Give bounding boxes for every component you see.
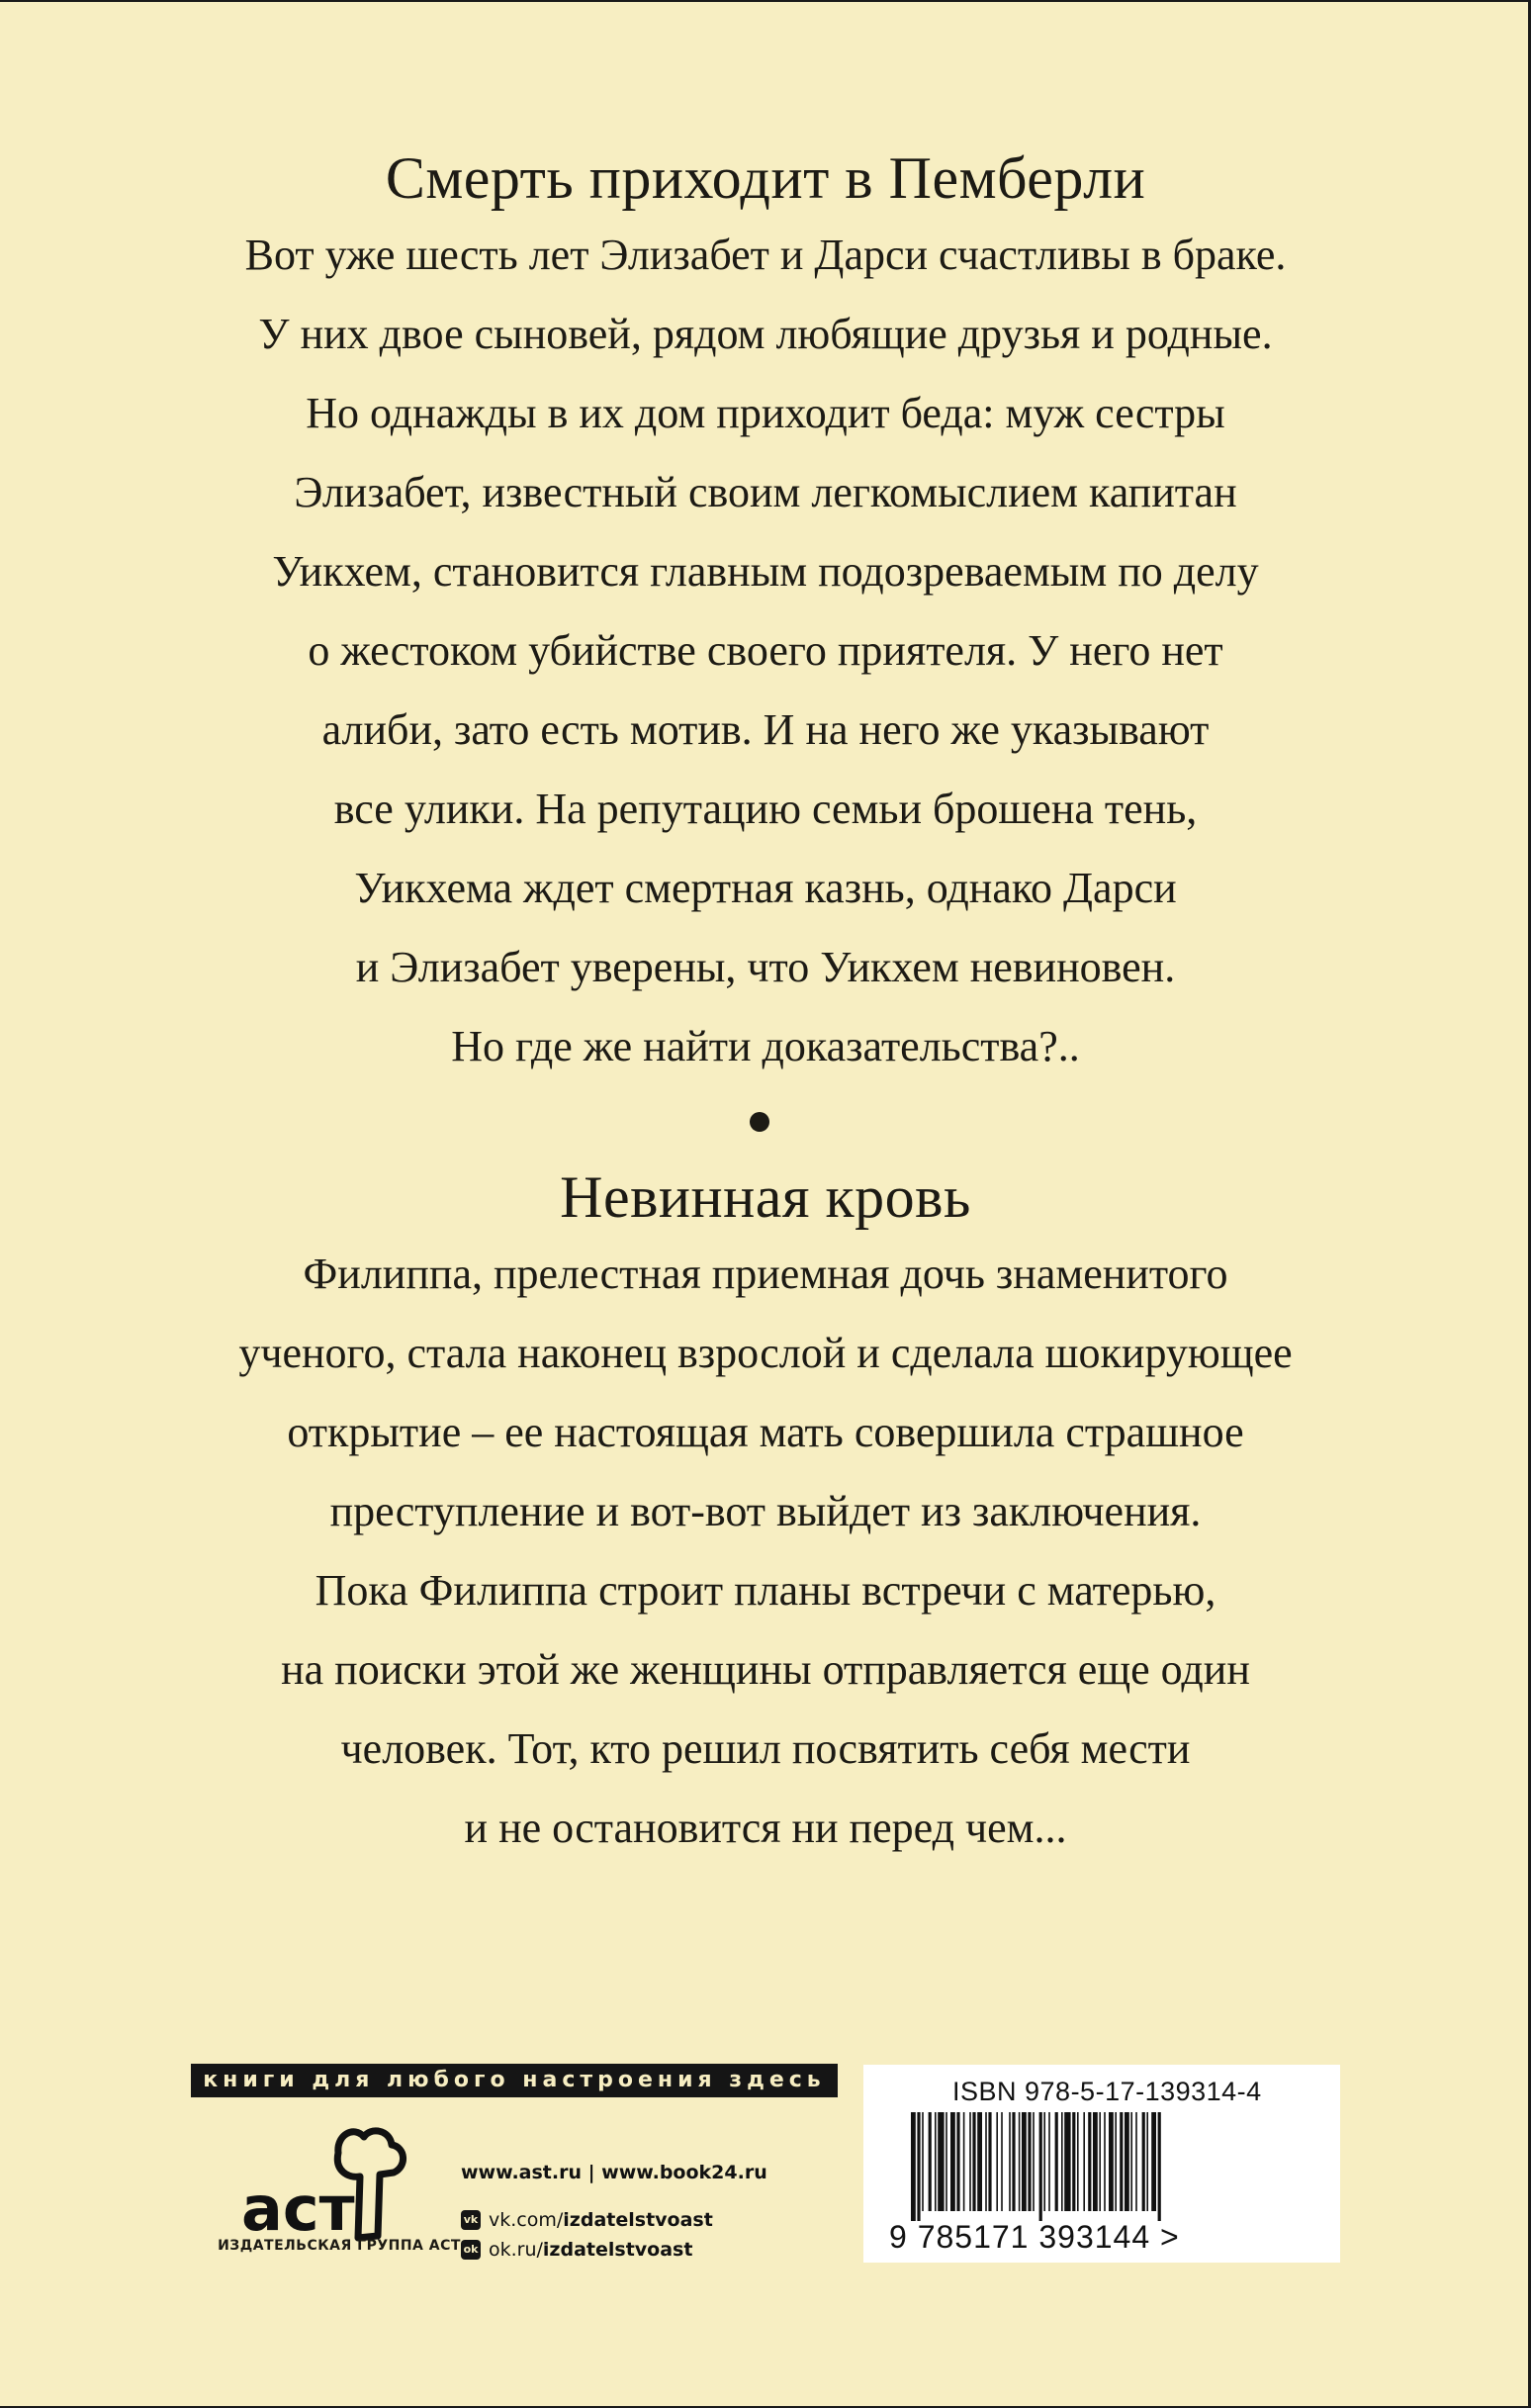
odnoklassniki-icon: ok xyxy=(461,2240,481,2260)
barcode-bar xyxy=(1028,2112,1031,2211)
barcode-bar xyxy=(1019,2112,1021,2211)
vk-link-handle: izdatelstvoast xyxy=(563,2209,713,2231)
section-pemberley xyxy=(0,145,1531,1086)
barcode-bar xyxy=(1039,2112,1042,2221)
barcode-bar xyxy=(1072,2112,1075,2211)
section1-line: Элизабет, известный своим легкомыслием капитан xyxy=(294,468,1237,516)
barcode-bar xyxy=(950,2112,955,2211)
section2-line: и не остановится ни перед чем... xyxy=(464,1804,1067,1852)
barcode-bar xyxy=(1135,2112,1137,2211)
section2-line: преступление и вот-вот выйдет из заключения. xyxy=(329,1487,1202,1535)
crop-mark-top xyxy=(0,0,1531,2)
barcode-bar xyxy=(946,2112,947,2211)
section2-title: Невинная кровь xyxy=(560,1164,971,1230)
barcode-bar xyxy=(1033,2112,1035,2211)
section2-line: на поиски этой же женщины отправляется еще один xyxy=(281,1645,1250,1694)
barcode-bar xyxy=(917,2112,920,2221)
barcode-bar xyxy=(1061,2112,1063,2211)
section1-line: Но где же найти доказательства?.. xyxy=(451,1022,1080,1070)
section-divider-bullet xyxy=(750,1112,769,1132)
vk-link-prefix: vk.com/ xyxy=(489,2209,564,2231)
barcode-bar xyxy=(1093,2112,1098,2211)
barcode-bar xyxy=(911,2112,916,2221)
barcode-bar xyxy=(922,2112,924,2211)
section-innocent-blood xyxy=(0,1164,1531,1868)
barcode-bar xyxy=(1104,2112,1106,2211)
vk-icon: vk xyxy=(461,2210,481,2230)
barcode-bar xyxy=(1130,2112,1132,2211)
barcode-bar xyxy=(1055,2112,1058,2211)
section1-line: Вот уже шесть лет Элизабет и Дарси счастливы в браке. xyxy=(244,231,1287,279)
barcode-bar xyxy=(938,2112,944,2211)
barcode-bar xyxy=(1120,2112,1123,2211)
section1-line: Уикхема ждет смертная казнь, однако Дарси xyxy=(354,864,1177,912)
section2-line: Филиппа, прелестная приемная дочь знаменитого xyxy=(303,1250,1228,1298)
barcode-bar xyxy=(963,2112,965,2211)
publisher-name: ИЗДАТЕЛЬСКАЯ ГРУППА АСТ xyxy=(218,2238,461,2254)
barcode-bar xyxy=(929,2112,932,2211)
website-links[interactable]: www.ast.ru | www.book24.ru xyxy=(461,2162,767,2183)
section1-line: Уикхем, становится главным подозреваемым по делу xyxy=(272,547,1259,596)
barcode-bar xyxy=(972,2112,975,2211)
barcode-bar xyxy=(1088,2112,1091,2211)
section2-description xyxy=(0,1235,1531,1868)
barcode-bar xyxy=(1077,2112,1079,2211)
barcode-bar xyxy=(1009,2112,1011,2211)
vk-link[interactable] xyxy=(461,2205,767,2235)
section1-line: о жестоком убийстве своего приятеля. У него нет xyxy=(308,626,1223,675)
barcode-bar xyxy=(956,2112,959,2211)
section2-line: человек. Тот, кто решил посвятить себя мести xyxy=(340,1724,1191,1773)
barcode-bar xyxy=(1001,2112,1003,2211)
barcode-bar xyxy=(1158,2112,1161,2221)
barcode-bar xyxy=(1083,2112,1085,2211)
section1-line: все улики. На репутацию семьи брошена тень, xyxy=(333,785,1198,833)
barcode-bar xyxy=(1125,2112,1129,2211)
barcode-bar xyxy=(1146,2112,1148,2211)
barcode-bar xyxy=(1048,2112,1050,2211)
barcode-bar xyxy=(1022,2112,1027,2211)
section1-line: Но однажды в их дом приходит беда: муж сестры xyxy=(306,389,1225,437)
barcode-bar xyxy=(1142,2112,1145,2211)
ean-digits: 9 785171 393144 > xyxy=(889,2219,1180,2255)
barcode-bars xyxy=(911,2112,1287,2221)
barcode-bar xyxy=(969,2112,971,2211)
ok-link-prefix: ok.ru/ xyxy=(489,2239,543,2261)
section1-line: У них двое сыновей, рядом любящие друзья и родные. xyxy=(258,310,1273,358)
barcode-bar xyxy=(985,2112,987,2211)
barcode-bar xyxy=(977,2112,982,2211)
section2-line: Пока Филиппа строит планы встречи с матерью, xyxy=(315,1566,1216,1615)
ok-link[interactable] xyxy=(461,2235,767,2265)
section2-line: открытие – ее настоящая мать совершила страшное xyxy=(287,1408,1244,1456)
barcode-bar xyxy=(1012,2112,1015,2211)
barcode-bar xyxy=(1043,2112,1045,2211)
ast-logo-text: аст xyxy=(241,2173,355,2245)
section2-line: ученого, стала наконец взрослой и сделала шокирующее xyxy=(238,1329,1293,1377)
ok-link-handle: izdatelstvoast xyxy=(542,2239,693,2261)
barcode-bar xyxy=(1109,2112,1114,2211)
barcode-bar xyxy=(1151,2112,1156,2211)
section1-line: и Элизабет уверены, что Уикхем невиновен. xyxy=(355,943,1176,991)
barcode-bar xyxy=(988,2112,991,2211)
publisher-tagline: книги для любого настроения здесь xyxy=(191,2064,838,2097)
section1-description xyxy=(0,216,1531,1086)
publisher-links xyxy=(461,2162,767,2265)
barcode-bar xyxy=(1115,2112,1117,2211)
barcode-panel xyxy=(863,2065,1340,2263)
section1-title: Смерть приходит в Пемберли xyxy=(385,145,1146,211)
barcode-bar xyxy=(996,2112,998,2211)
barcode-bar xyxy=(935,2112,937,2211)
isbn-number: ISBN 978-5-17-139314-4 xyxy=(952,2077,1262,2106)
barcode-bar xyxy=(1099,2112,1101,2211)
section1-line: алиби, зато есть мотив. И на него же указывают xyxy=(321,705,1210,754)
barcode-bar xyxy=(1064,2112,1070,2211)
